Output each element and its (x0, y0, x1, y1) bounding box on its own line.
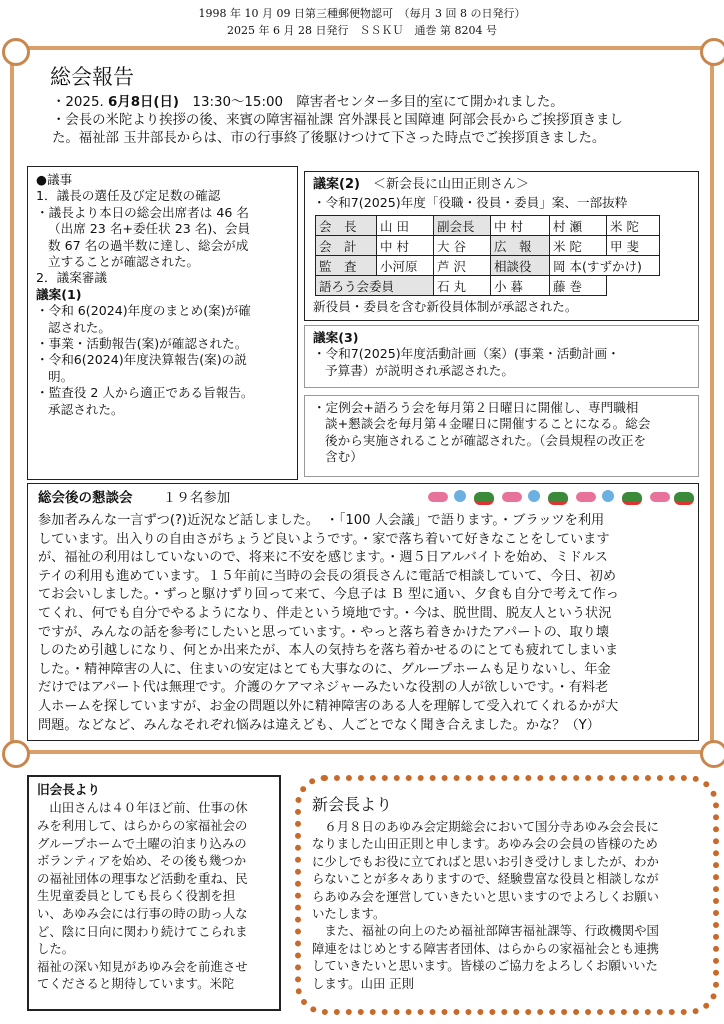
social-title: 総会後の懇談会 (38, 490, 133, 506)
newpres-line: らあゆみ会を運営していきたいと思いますのでよろしくお願い (312, 888, 659, 904)
former-line: 生児童委員としても長らく役割を担 (37, 888, 236, 904)
name-cell: 米 陀 (550, 236, 607, 256)
name-cell: 大 谷 (434, 236, 491, 256)
newpres-title: 新会長より (312, 795, 393, 814)
role-cell: 監 査 (316, 256, 377, 276)
social-line: 人ホームを探していますが、お金の問題以外に精神障害のある人を理解して受入れてくれるかが大 (38, 698, 619, 714)
role-cell: 会 長 (316, 216, 377, 236)
former-line: ど、陰に日向に関わり続けてこられま (37, 923, 248, 939)
newpres-line: また、福祉の向上のため福祉部障害福祉課等、行政機関や国 (312, 923, 659, 939)
name-cell: 中 村 (491, 216, 550, 236)
name-cell: 小河原 (377, 256, 434, 276)
name-cell: 小 暮 (491, 276, 550, 296)
report-title: 総会報告 (50, 65, 134, 89)
meeting-line: 後から実施されることが確認された。（会員規程の改正を (325, 432, 647, 448)
motion2-subtitle: ＜新会長に山田正則さん＞ (372, 177, 529, 192)
issue-line-1: 1998 年 10 月 09 日第三種郵便物認可 （毎月 3 回 8 の日発行） (198, 7, 526, 20)
watermelon-icon (674, 492, 694, 505)
frame-corner (700, 38, 724, 66)
former-title: 旧会長より (37, 782, 100, 797)
report-section (50, 64, 134, 90)
newpres-line: に少しでもお役に立てればと思いお引き受けしましたが、わか (312, 853, 659, 869)
frame-corner (700, 740, 724, 768)
agenda-line: ・事業・活動報告(案)が確認された。 (36, 336, 248, 352)
social-line: だけではアパート代は無理です。介護のケアマネジャーみたいな役割の人が欲しいです。・有料老 (38, 680, 609, 696)
name-cell: 石 丸 (434, 276, 491, 296)
agenda-line: 1．議長の選任及び定足数の確認 (36, 188, 221, 204)
name-cell: 村 瀬 (550, 216, 607, 236)
newpres-line: します。山田 正則 (312, 975, 415, 991)
table-row (316, 216, 660, 236)
former-line: の福祉団体の理事など活動を重ね、民 (37, 870, 248, 886)
name-cell: 米 陀 (607, 216, 660, 236)
table-row (316, 236, 660, 256)
agenda-line: 立することが確認された。 (48, 254, 200, 270)
meeting-line: 談+懇談会を毎月第４金曜日に開催することになる。総会 (325, 416, 651, 432)
newpres-line: なりました山田正則と申します。あゆみ会の会員の皆様のため (312, 836, 658, 852)
motion3-line: 予算書）が説明され承認された。 (325, 362, 514, 378)
role-cell: 副会長 (434, 216, 491, 236)
roles-table (315, 215, 660, 296)
candy-icon (576, 492, 596, 502)
name-cell: 中 村 (377, 236, 434, 256)
motion3-title: 議案(3) (313, 330, 359, 345)
newpres-line: いたします。 (312, 906, 386, 922)
agenda-line: ・監査役 2 人から適正である旨報告。 (36, 385, 254, 401)
role-cell: 会 計 (316, 236, 377, 256)
new-president-body (312, 794, 708, 992)
meeting-line: 含む） (325, 449, 363, 465)
name-cell: 甲 斐 (607, 236, 660, 256)
fan-icon (454, 490, 466, 502)
agenda-line: ・令和6(2024)年度決算報告(案)の説 (36, 352, 247, 368)
name-cell: 山 田 (377, 216, 434, 236)
role-cell: 相談役 (491, 256, 550, 276)
role-cell: 広 報 (491, 236, 550, 256)
social-line: テイの利用も進めています。１５年前に当時の会長の須長さんに電話で相談していて、今日、初め (38, 568, 617, 584)
watermelon-icon (548, 492, 568, 505)
social-line: 参加者みんな一言ずつ(?)近況など話しました。 ・「100 人会議」で語ります。・ブラッツを利用 (38, 513, 605, 528)
newpres-line: らないことが多々ありますので、経験豊富な役員と相談しなが (312, 871, 659, 887)
agenda-motion1: 議案(1) (36, 286, 82, 302)
social-body (38, 512, 698, 735)
agenda-box (27, 166, 298, 480)
former-line: い、あゆみ会には行事の時の助っ人な (37, 905, 248, 921)
former-line: した。 (37, 941, 75, 957)
former-line: てくださると期待しています。米陀 (37, 976, 235, 992)
candy-icon (650, 492, 670, 502)
motion2-note: 新役員・委員を含む新役員体制が承認された。 (313, 299, 578, 314)
name-cell: 岡 本(すずかけ) (550, 256, 660, 276)
name-cell: 藤 巻 (550, 276, 607, 296)
former-line: 福祉の深い知見があゆみ会を前進させ (37, 958, 248, 974)
social-line: しのため引越しになり、何とか出来たが、本人の気持ちを落ち着かせるのにとても疲れてしまいま (38, 643, 619, 659)
table-row (316, 256, 660, 276)
agenda-line: 明。 (48, 368, 74, 384)
social-line: しています。出入りの自由さがちょうど良いようです。・家で落ち着いて好きなことをしています (38, 531, 610, 547)
newpres-line: していきたいと思います。皆様のご協力をよろしくお願いいた (312, 958, 658, 974)
social-line: てくれ、何でも自分でやるようになり、伴走という境地です。・今は、脱世間、脱友人という状況 (38, 605, 612, 621)
social-line: 問題。などなど、みんなそれぞれ悩みは違えども、人ごとでなく聞き合えました。かな？（Y） (38, 717, 600, 733)
frame-corner (2, 38, 30, 66)
agenda-line: 2．議案審議 (36, 270, 107, 286)
watermelon-icon (622, 492, 642, 505)
candy-icon (428, 492, 448, 502)
role-cell: 語ろう会委員 (316, 276, 434, 296)
social-box (27, 483, 699, 741)
name-cell: 芦 沢 (434, 256, 491, 276)
motion3-box (304, 325, 699, 388)
newpres-line: 障連をはじめとする障害者団体、はらからの家福祉会とも連携 (312, 940, 659, 956)
social-count: １９名参加 (162, 490, 231, 506)
report-line-2: ・会長の米陀より挨拶の後、来賓の障害福祉課 宮外課長と国障連 阿部会長からご挨拶頂きまし (52, 113, 623, 128)
newpres-line: ６月８日のあゆみ会定期総会において国分寺あゆみ会会長に (312, 819, 659, 834)
former-line: 山田さんは４０年ほど前、仕事の休 (37, 800, 248, 816)
decorative-illustration (428, 490, 692, 504)
candy-icon (502, 492, 522, 502)
social-line: した。・精神障害の人に、住まいの安定はとても大事なのに、グループホームも足りないし、年金 (38, 661, 611, 677)
former-line: グループホームで土曜の泊まり込みの (37, 835, 247, 851)
agenda-line: 認された。 (48, 319, 111, 335)
agenda-line: （出席 23 名+委任状 23 名)、会員 (48, 221, 251, 237)
social-line: てお会いしました。・ずっと駆けずり回って来て、今息子は Ｂ 型に通い、夕食も自分で考えて作っ (38, 587, 619, 603)
social-line: ですが、みんなの話を参考にしたいと思っています。・やっと落ち着きかけたアパートの、取り壊 (38, 624, 610, 640)
fan-icon (528, 490, 540, 502)
report-line-3: た。福祉部 玉井部長からは、市の行事終了後駆けつけて下さった時点でご挨拶頂きました。 (52, 131, 606, 146)
report-body (52, 94, 702, 148)
fan-icon (602, 490, 614, 502)
agenda-line: 承認された。 (48, 401, 124, 417)
former-president-box (27, 775, 281, 1011)
agenda-line: 数 67 名の過半数に達し、総会が成 (48, 237, 249, 253)
former-line: みを利用して、はらからの家福祉会の (37, 818, 248, 833)
watermelon-icon (474, 492, 494, 505)
agenda-head: ●議事 (36, 172, 73, 187)
motion2-line: ・令和7(2025)年度「役職・役員・委員」案、一部抜粋 (313, 195, 628, 210)
frame-corner (2, 740, 30, 768)
agenda-line: ・令和 6(2024)年度のまとめ(案)が確 (36, 303, 251, 319)
meeting-line: ・定例会+語ろう会を毎月第２日曜日に開催し、専門職相 (313, 400, 639, 415)
motion2-title: 議案(2) (313, 177, 360, 192)
meeting-box (304, 395, 699, 477)
social-line: が、福祉の利用はしていないので、将来に不安を感じます。・週５日アルバイトを始め、ミドルス (38, 550, 608, 566)
report-line-1: ・2025. 6月8日(日) 13:30～15:00 障害者センター多目的室にて開かれました。 (52, 95, 564, 110)
issue-line-2: 2025 年 6 月 28 日発行 ＳＳＫＵ 通巻 第 8204 号 (227, 24, 497, 37)
motion3-line: ・令和7(2025)年度活動計画（案）(事業・活動計画・ (313, 346, 620, 362)
agenda-line: ・議長より本日の総会出席者は 46 名 (36, 204, 249, 220)
motion2-box (304, 171, 699, 321)
table-row (316, 276, 660, 296)
former-line: ボランティアを始め、その後も幾つか (37, 853, 247, 869)
